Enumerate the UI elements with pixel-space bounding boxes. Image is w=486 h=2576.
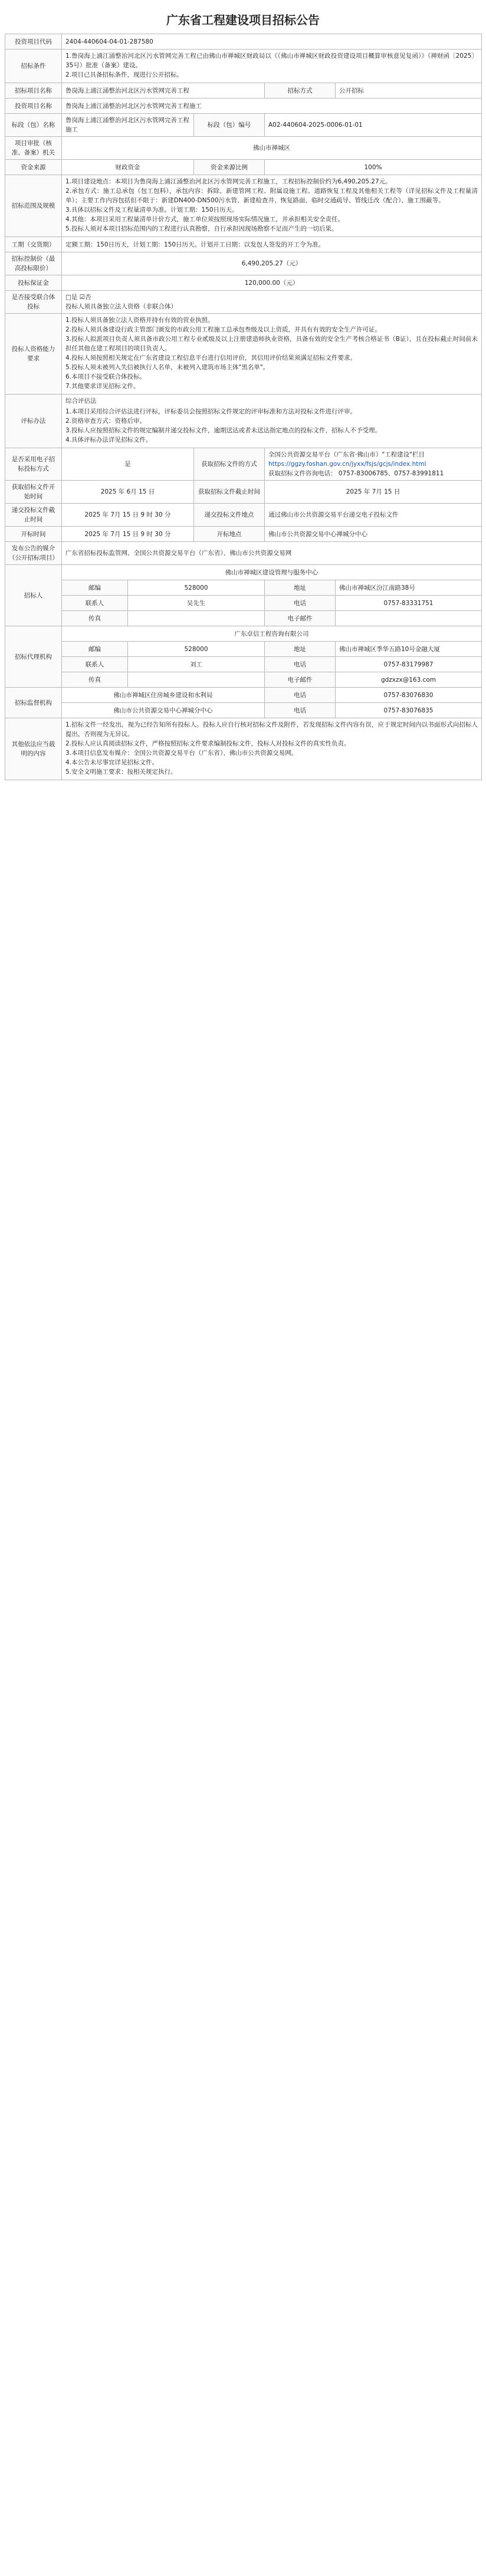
deadline-label: 递交投标文件截止时间 (5, 504, 62, 527)
evaluation-cell (62, 395, 482, 448)
agency-addr-label: 地址 (265, 642, 336, 657)
tenderer-contact-label: 联系人 (62, 596, 128, 611)
agency-email: gdzxzx@163.com (336, 672, 482, 688)
rule-value: 公开招标 (336, 83, 482, 98)
scope-cell (62, 175, 482, 237)
agency-label: 招标代理机构 (5, 626, 62, 688)
agency-zip: 528000 (128, 642, 265, 657)
way-value: 全国公共资源交易平台（广东省·佛山市）"工程建设"栏目 (268, 451, 425, 458)
deadline-value: 2025 年 7月 15 日 9 时 30 分 (62, 504, 194, 527)
others-label: 其他依法应当载明的内容 (5, 718, 62, 780)
approval-label: 项目审批（核准、备案）机关 (5, 137, 62, 160)
approval-value: 佛山市禅城区 (62, 137, 482, 160)
scope-label: 招标范围及规模 (5, 175, 62, 237)
duration-label: 工期（交货期） (5, 237, 62, 252)
tenderer-name: 佛山市禅城区建设管理与服务中心 (62, 565, 482, 580)
section-name: 鲁岗海上浦江涌整治河北区污水管网完善工程施工 (62, 114, 194, 137)
rule-label: 招标方式 (265, 83, 336, 98)
agency-tel-label: 电话 (265, 657, 336, 672)
media-label: 发布公告的媒介（公开招标项目） (5, 542, 62, 565)
tender-name-label: 招标项目名称 (5, 83, 62, 98)
end-value: 2025 年 7月 15 日 (265, 481, 482, 504)
media-value: 广东省招标投标监管网、全国公共资源交易平台（广东省）、佛山市公共资源交易网 (62, 542, 482, 565)
evaluation-label: 评标办法 (5, 395, 62, 448)
tender-name: 鲁岗海上浦江涌整治河北区污水管网完善工程 (62, 83, 265, 98)
agency-name: 广东卓信工程咨询有限公司 (62, 626, 482, 642)
open-time-value: 2025 年 7月 15 日 9 时 30 分 (62, 527, 194, 542)
tenderer-addr: 佛山市禅城区汾江南路38号 (336, 580, 482, 596)
qualification-text: 1.投标人须具备独立法人资格并持有有效的营业执照。 2.投标人须具备建设行政主管部门颁发的市政公用工程施工总承包叁级及以上资质，并具有有效的安全生产许可证。 3.投标人拟派项目负责人须具备市政公用工程专业贰级及以上注册建造师执业资格，具备有效的安全生产考核合格证书（B证），且在投标截止时间前未担任其他在建工程项目的项目负责人。 4.投标人须按照相关规定在广东省建设工程信息平台进行信用评价，其信用评价结果须满足招标文件要求。 5.投标人须未被列入失信被执行人名单，未被列入建筑市场主体"黑名单"。 6.本项目不接受联合体投标。 7.其他要求详见招标文件。 (65, 317, 478, 390)
tenderer-fax (128, 611, 265, 626)
electronic-value: 是 (62, 448, 194, 481)
page-title: 广东省工程建设项目招标公告 (166, 13, 320, 27)
section-name-label: 标段（包）名称 (5, 114, 62, 137)
tenderer-tel-label: 电话 (265, 596, 336, 611)
agency-email-label: 电子邮件 (265, 672, 336, 688)
tenderer-contact: 吴先生 (128, 596, 265, 611)
way-url[interactable]: https://ggzy.foshan.gov.cn/jyxx/fsjs/gcjs/index.html (268, 461, 426, 468)
phone-label: 获取招标文件咨询电话 (268, 470, 330, 477)
supervision-tel2: 0757-83076835 (336, 703, 482, 718)
submit-label: 递交投标文件地点 (194, 504, 265, 527)
project-code: 2404-440604-04-01-287580 (62, 34, 482, 50)
tenderer-email (336, 611, 482, 626)
scope-text: 1.项目建设地点：本项目为鲁岗海上浦江涌整治河北区污水管网完善工程施工，工程招标控制价约为6,490,205.27元。 2.承包方式：施工总承包（包工包料），承包内容：拆除、新建管网工程、附属设施工程、道路恢复工程及其他相关工程等（详见招标文件及工程量清单）；主要工作内容包括但不限于：新建DN400-DN500污水管、新建检查井、恢复路面、临时交通疏导、管线迁改（配合）、施工围蔽等。 3.具体以招标文件及工程量清单为准。计划工期：150日历天。 4.其他：本项目采用工程量清单计价方式，施工单位须按照现场实际情况施工，并承担相关安全责任。 5.投标人须对本项目招标范围内的工程进行认真勘察，自行承担因现场勘察不足而产生的一切后果。 (65, 178, 478, 232)
agency-zip-label: 邮编 (62, 642, 128, 657)
announcement-table (5, 34, 482, 780)
consortium-cell (62, 291, 482, 314)
agency-contact-label: 联系人 (62, 657, 128, 672)
others-text: 1.招标文件一经发出，视为已经告知所有投标人。投标人应自行核对招标文件及附件，若发现招标文件内容有误，应于规定时间内以书面形式向招标人提出，否则视为无异议。 2.投标人应认真阅读招标文件，严格按照招标文件要求编制投标文件，投标人对投标文件的真实性负责。 3.本项目信息发布媒介：全国公共资源交易平台（广东省）、佛山市公共资源交易网。 4.本公告未尽事宜详见招标文件。 5.安全文明施工要求：按相关规定执行。 (65, 721, 478, 776)
supervision-name2: 佛山市公共资源交易中心禅城分中心 (62, 703, 265, 718)
funds-label: 资金来源 (5, 160, 62, 175)
qualification-cell (62, 314, 482, 395)
supervision-tel: 0757-83076830 (336, 688, 482, 703)
deposit-value: 120,000.00（元） (62, 275, 482, 291)
supervision-label: 招标监督机构 (5, 688, 62, 718)
tenderer-label: 招标人 (5, 565, 62, 626)
open-place-label: 开标地点 (194, 527, 265, 542)
funds-value: 财政资金 (62, 160, 194, 175)
agency-contact: 刘工 (128, 657, 265, 672)
evaluation-method: 综合评估法 (65, 397, 97, 405)
project-name: 鲁岗海上浦江涌整治河北区污水管网完善工程施工 (62, 98, 482, 114)
supervision-tel2-label: 电话 (265, 703, 336, 718)
budget-value: 6,490,205.27（元） (62, 252, 482, 275)
conditions-text (62, 50, 482, 83)
tenderer-zip: 528000 (128, 580, 265, 596)
electronic-label: 是否采用电子招标投标方式 (5, 448, 62, 481)
announcement-page (5, 0, 481, 780)
start-value: 2025 年 6月 15 日 (62, 481, 194, 504)
project-name-label: 投资项目名称 (5, 98, 62, 114)
tenderer-fax-label: 传真 (62, 611, 128, 626)
qualification-label: 投标人资格能力要求 (5, 314, 62, 395)
tenderer-tel: 0757-83331751 (336, 596, 482, 611)
agency-fax-label: 传真 (62, 672, 128, 688)
submit-value: 通过佛山市公共资源交易平台递交电子投标文件 (265, 504, 482, 527)
tenderer-zip-label: 邮编 (62, 580, 128, 596)
open-time-label: 开标时间 (5, 527, 62, 542)
deposit-label: 投标保证金 (5, 275, 62, 291)
phone-value: 0757-83006785、0757-83991811 (338, 470, 444, 477)
budget-label: 招标控制价（最高投标限价） (5, 252, 62, 275)
others-cell (62, 718, 482, 780)
evaluation-text: 1.本项目采用综合评估法进行评标，评标委员会按照招标文件规定的评审标准和方法对投标文件进行评审。 2.资格审查方式：资格后审。 3.投标人应按照招标文件的规定编制并递交投标文件，逾期送达或者未送达指定地点的投标文件，招标人不予受理。 4.具体评标办法详见招标文件。 (65, 408, 382, 443)
conditions-body: 1.鲁岗海上浦江涌整治河北区污水管网完善工程已由佛山市禅城区财政局以《（佛山市禅城区财政投资建设项目概算审核意见复函）》（禅财函〔2025〕35号）批准（备案）建设。 2.项目已具备招标条件，现进行公开招标。 (65, 52, 478, 78)
ratio-label: 资金来源比例 (194, 160, 265, 175)
supervision-tel-label: 电话 (265, 688, 336, 703)
duration-value: 定额工期：150日历天，计划工期：150日历天。计划开工日期：以发包人签发的开工令为准。 (62, 237, 482, 252)
ratio-value: 100% (265, 160, 482, 175)
way-cell: 全国公共资源交易平台（广东省·佛山市）"工程建设"栏目 https://ggzy.foshan.gov.cn/jyxx/fsjs/gcjs/index.html 获取招标文件咨询电话： 0757-83006785、0757-83991811 (265, 448, 482, 481)
project-code-label: 投资项目代码 (5, 34, 62, 50)
tenderer-email-label: 电子邮件 (265, 611, 336, 626)
supervision-name: 佛山市禅城区住房城乡建设和水利局 (62, 688, 265, 703)
tenderer-addr-label: 地址 (265, 580, 336, 596)
section-code: A02-440604-2025-0006-01-01 (265, 114, 482, 137)
consortium-label: 是否接受联合体投标 (5, 291, 62, 314)
agency-tel: 0757-83179987 (336, 657, 482, 672)
agency-addr: 佛山市禅城区季华五路10号金融大厦 (336, 642, 482, 657)
conditions-label: 招标条件 (5, 50, 62, 83)
consortium-note: 投标人须具备独立法人资格（非联合体） (65, 303, 177, 310)
agency-fax (128, 672, 265, 688)
start-label: 获取招标文件开始时间 (5, 481, 62, 504)
way-label: 获取招标文件的方式 (194, 448, 265, 481)
section-code-label: 标段（包）编号 (194, 114, 265, 137)
consortium-value: □是 ☑否 (65, 294, 91, 301)
open-place-value: 佛山市公共资源交易中心禅城分中心 (265, 527, 482, 542)
end-label: 获取招标文件截止时间 (194, 481, 265, 504)
